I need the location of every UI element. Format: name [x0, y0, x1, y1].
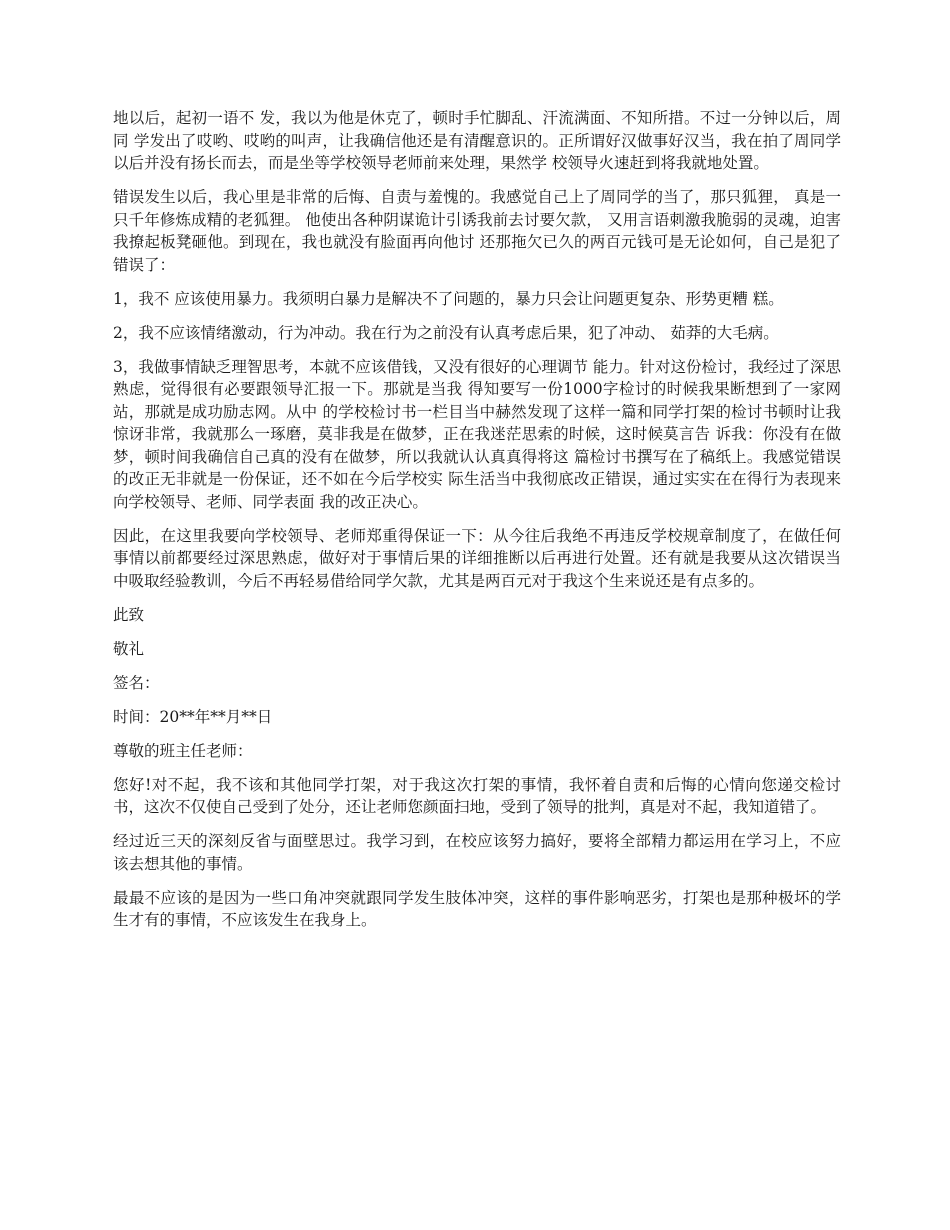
- paragraph-apology: 您好!对不起，我不该和其他同学打架，对于我这次打架的事情，我怀着自责和后悔的心情向您递交检讨书，这次不仅使自己受到了处分，还让老师您颜面扫地，受到了领导的批判，真是对不起，我知道错了。: [113, 775, 841, 816]
- date-line: 时间：20**年**月**日: [113, 707, 273, 726]
- paragraph-point-3: 3，我做事情缺乏理智思考，本就不应该借钱，又没有很好的心理调节 能力。针对这份检讨，我经过了深思熟虑，觉得很有必要跟领导汇报一下。那就是当我 得知要写一份1000字检讨的时候我果断想到了一家网站，那就是成功励志网。从中 的学校检讨书一栏目当中赫然发现了这样一篇和同学打架的检讨书顿时让我 惊讶非常，我就那么一琢磨，莫非我是在做梦，正在我迷茫思索的时候，这时候莫言告 诉我：你没有在做梦，顿时间我确信自己真的没有在做梦，所以我就认认真真得将这 篇检讨书撰写在了稿纸上。我感觉错误的改正无非就是一份保证，还不如在今后学校实 际生活当中我彻底改正错误，通过实实在在得行为表现来向学校领导、老师、同学表面 我的改正决心。: [113, 357, 841, 511]
- paragraph-promise: 因此，在这里我要向学校领导、老师郑重得保证一下：从今往后我绝不再违反学校规章制度了，在做任何事情以前都要经过深思熟虑，做好对于事情后果的详细推断以后再进行处置。还有就是我要从这次错误当中吸取经验教训，今后不再轻易借给同学欠款，尤其是两百元对于我这个生来说还是有点多的。: [113, 526, 841, 590]
- paragraph-conflict: 最最不应该的是因为一些口角冲突就跟同学发生肢体冲突，这样的事件影响恶劣，打架也是那种极坏的学生才有的事情，不应该发生在我身上。: [113, 888, 841, 929]
- paragraph-point-1: 1，我不 应该使用暴力。我须明白暴力是解决不了问题的，暴力只会让问题更复杂、形势更糟 糕。: [113, 289, 784, 308]
- document-body: [113, 107, 841, 943]
- paragraph-reflection: 经过近三天的深刻反省与面壁思过。我学习到，在校应该努力搞好，要将全部精力都运用在学习上，不应该去想其他的事情。: [113, 832, 841, 873]
- paragraph-incident: 地以后，起初一语不 发，我以为他是休克了，顿时手忙脚乱、汗流满面、不知所措。不过一分钟以后，周同 学发出了哎哟、哎哟的叫声，让我确信他还是有清醒意识的。正所谓好汉做事好汉当，我在拍了周同学以后并没有扬长而去，而是坐等学校领导老师前来处理，果然学 校领导火速赶到将我就地处置。: [113, 109, 841, 172]
- signature-line: 签名：: [113, 673, 160, 692]
- paragraph-point-2: 2，我不应该情绪激动，行为冲动。我在行为之前没有认真考虑后果，犯了冲动、 茹莽的大毛病。: [113, 323, 779, 342]
- closing-salute-2: 敬礼: [113, 639, 145, 658]
- closing-salute-1: 此致: [113, 605, 145, 624]
- paragraph-regret: 错误发生以后，我心里是非常的后悔、自责与羞愧的。我感觉自己上了周同学的当了，那只狐狸， 真是一只千年修炼成精的老狐狸。 他使出各种阴谋诡计引诱我前去讨要欠款， 又用言语刺激我脆弱的灵魂，迫害我撩起板凳砸他。到现在，我也就没有脸面再向他讨 还那拖欠已久的两百元钱可是无论如何，自己是犯了错误了：: [113, 188, 841, 274]
- letter-greeting: 尊敬的班主任老师：: [113, 741, 253, 760]
